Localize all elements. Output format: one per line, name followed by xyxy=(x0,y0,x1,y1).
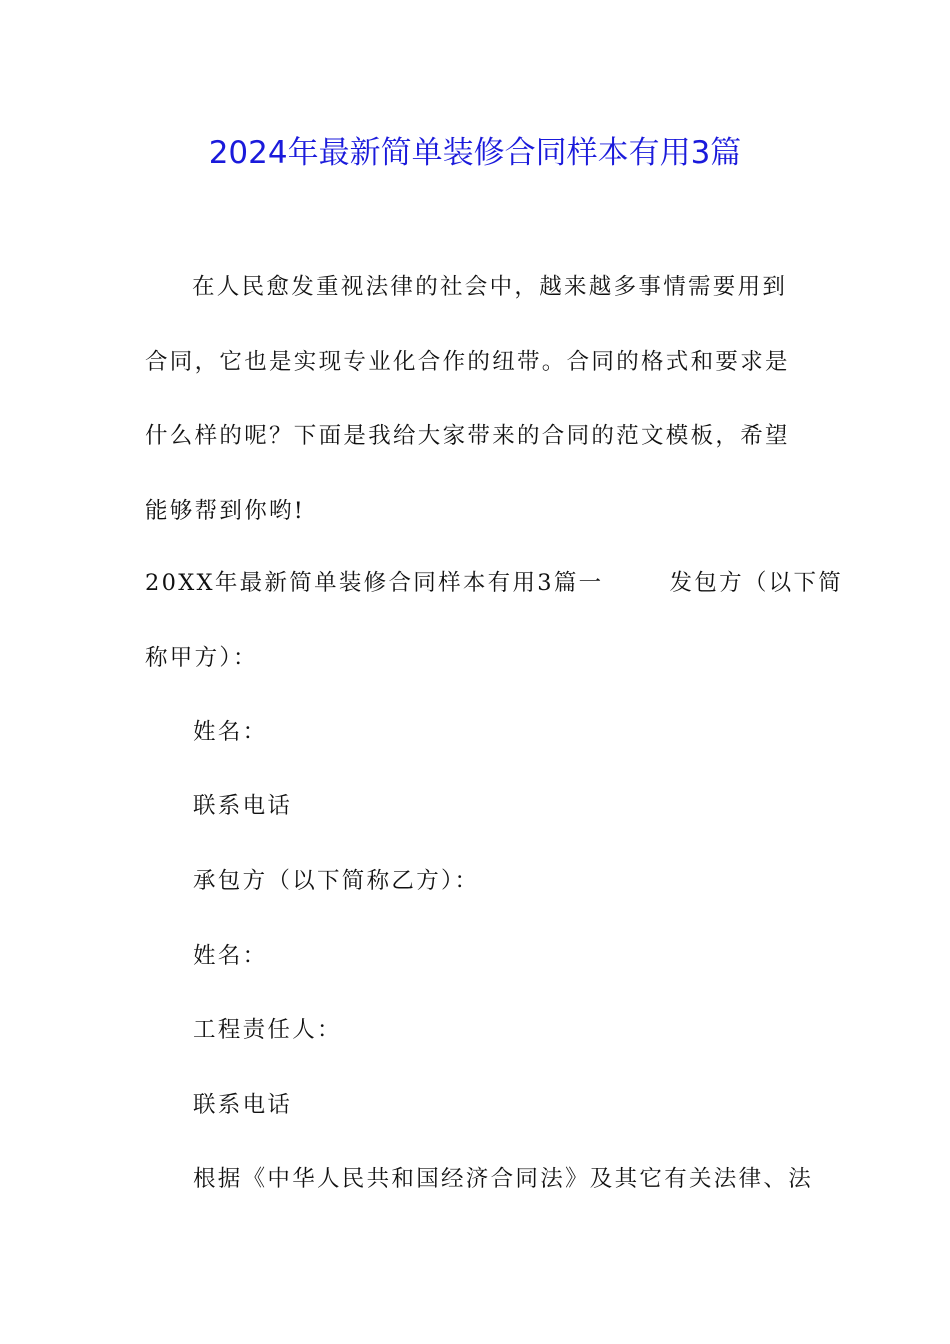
party-a-phone: 联系电话 xyxy=(193,793,293,819)
section-heading-line xyxy=(145,563,844,603)
party-a-label-part2: 称甲方）： xyxy=(145,645,258,671)
document-title: 2024年最新简单装修合同样本有用3篇 xyxy=(208,135,742,171)
party-b-label: 承包方（以下简称乙方）： xyxy=(193,868,480,894)
party-b-name: 姓名： xyxy=(193,943,268,969)
party-b-phone: 联系电话 xyxy=(193,1092,293,1118)
party-b-engineer: 工程责任人： xyxy=(193,1017,342,1043)
legal-basis: 根据《中华人民共和国经济合同法》及其它有关法律、法 xyxy=(193,1166,814,1192)
party-a-label-part1: 发包方（以下简 xyxy=(669,570,844,596)
intro-paragraph: 在人民愈发重视法律的社会中，越来越多事情需要用到合同，它也是实现专业化合作的纽带。合同的格式和要求是什么样的呢？下面是我给大家带来的合同的范文模板，希望能够帮到你哟! xyxy=(145,274,790,524)
section-heading: 20XX年最新简单装修合同样本有用3篇一 xyxy=(145,570,604,596)
party-a-name: 姓名： xyxy=(193,719,268,745)
